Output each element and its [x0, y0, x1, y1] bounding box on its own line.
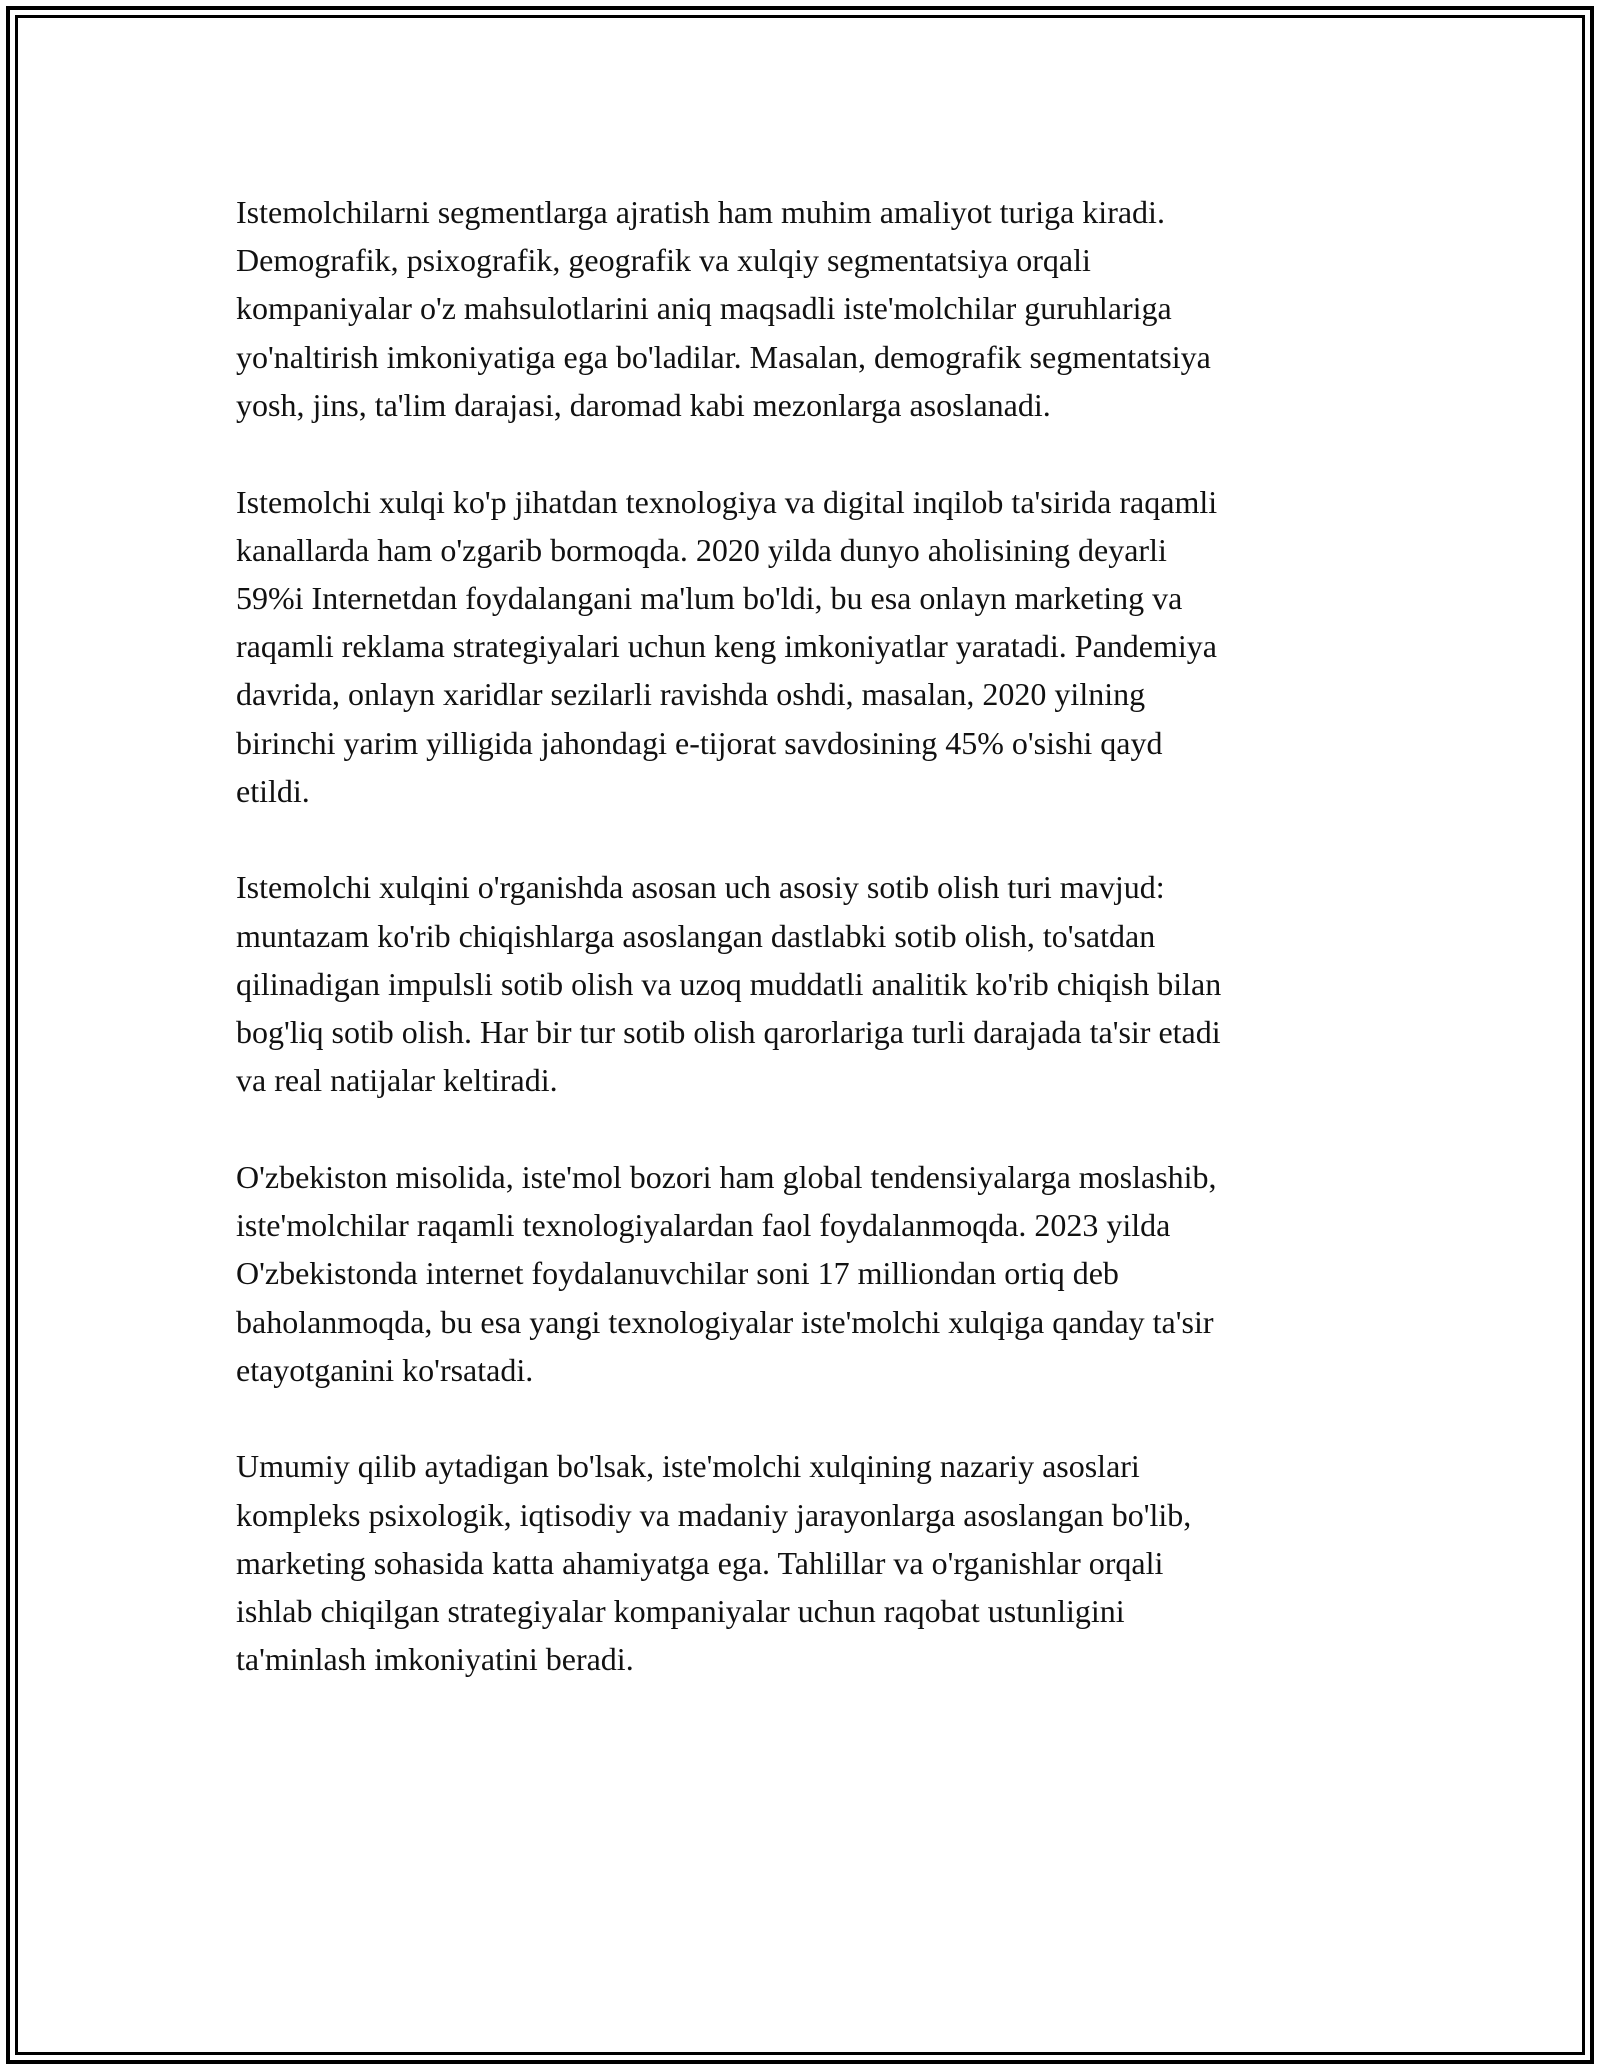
paragraph-segmentation: Istemolchilarni segmentlarga ajratish ham muhim amaliyot turiga kiradi. Demografik, psixografik, geografik va xulqiy segmentatsiya orqali kompaniyalar o'z mahsulotlarini aniq maqsadli iste'molchilar guruhlariga yo'naltirish imkoniyatiga ega bo'ladilar. Masalan, demografik segmentatsiya yosh, jins, ta'lim darajasi, daromad kabi mezonlarga asoslanadi.: [236, 194, 1211, 423]
paragraph-conclusion: Umumiy qilib aytadigan bo'lsak, iste'molchi xulqining nazariy asoslari kompleks psixologik, iqtisodiy va madaniy jarayonlarga asoslangan bo'lib, marketing sohasida katta ahamiyatga ega. Tahlillar va o'rganishlar orqali ishlab chiqilgan strategiyalar kompaniyalar uchun raqobat ustunligini ta'minlash imkoniyatini beradi.: [236, 1448, 1192, 1678]
document-body: [236, 188, 1386, 1732]
paragraph-purchase-types: Istemolchi xulqini o'rganishda asosan uch asosiy sotib olish turi mavjud: muntazam ko'rib chiqishlarga asoslangan dastlabki sotib olish, to'satdan qilinadigan impulsli sotib olish va uzoq muddatli analitik ko'rib chiqish bilan bog'liq sotib olish. Har bir tur sotib olish qarorlariga turli darajada ta'sir etadi va real natijalar keltiradi.: [236, 869, 1222, 1099]
paragraph-uzbekistan-example: O'zbekiston misolida, iste'mol bozori ham global tendensiyalarga moslashib, iste'molchilar raqamli texnologiyalardan faol foydalanmoqda. 2023 yilda O'zbekistonda internet foydalanuvchilar soni 17 milliondan ortiq deb baholanmoqda, bu esa yangi texnologiyalar iste'molchi xulqiga qanday ta'sir etayotganini ko'rsatadi.: [236, 1158, 1217, 1388]
paragraph-digital-behavior: Istemolchi xulqi ko'p jihatdan texnologiya va digital inqilob ta'sirida raqamli kanallarda ham o'zgarib bormoqda. 2020 yilda dunyo aholisining deyarli 59%i Internetdan foydalangani ma'lum bo'ldi, bu esa onlayn marketing va raqamli reklama strategiyalari uchun keng imkoniyatlar yaratadi. Pandemiya davrida, onlayn xaridlar sezilarli ravishda oshdi, masalan, 2020 yilning birinchi yarim yilligida jahondagi e-tijorat savdosining 45% o'sishi qayd etildi.: [236, 483, 1218, 809]
